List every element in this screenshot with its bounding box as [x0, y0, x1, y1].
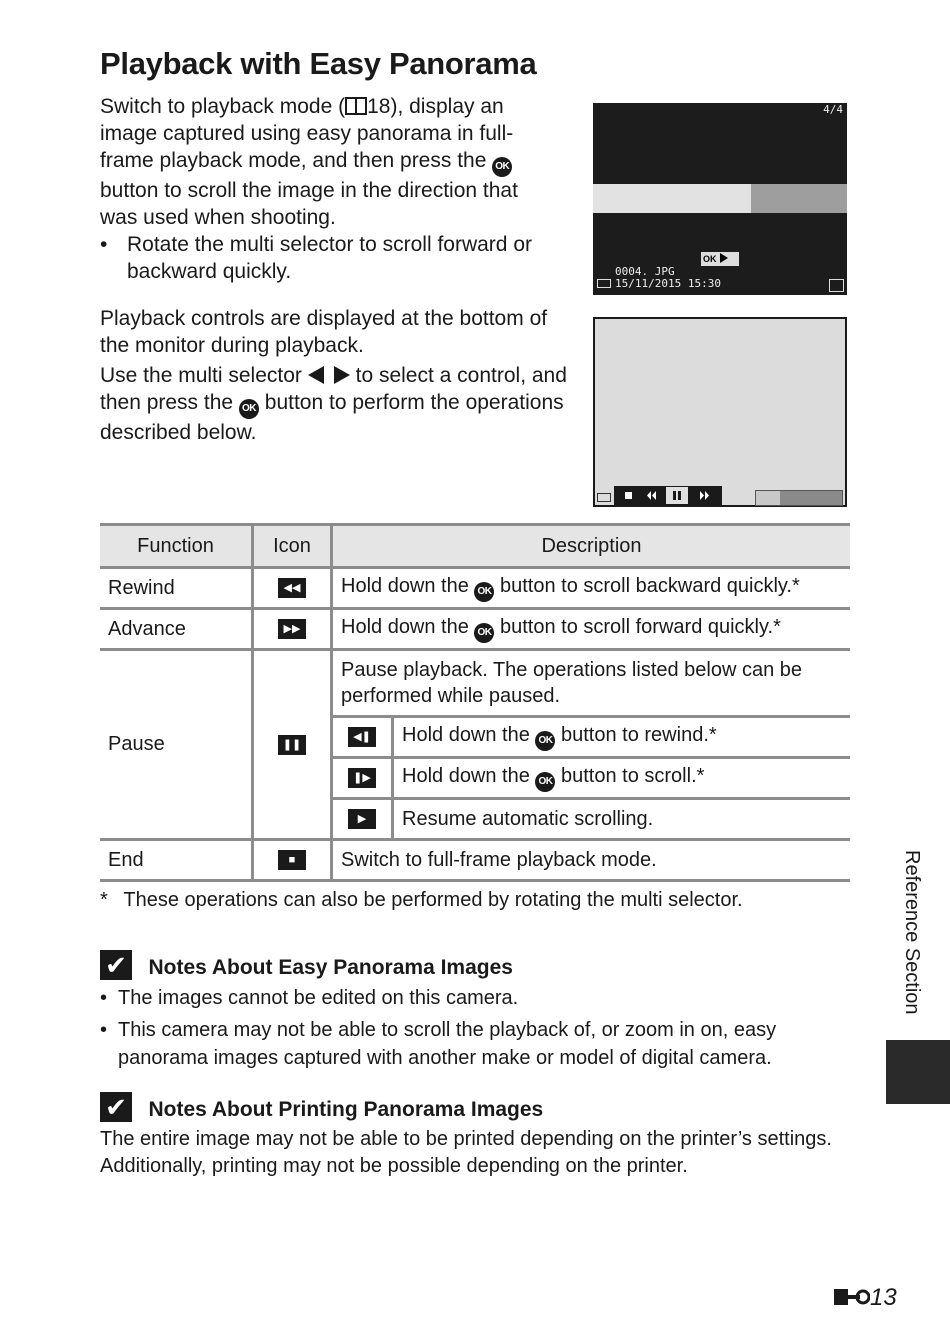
intro-p1-b: ), display an image captured using easy panorama in full-frame playback mode, and then press the	[100, 95, 514, 172]
file-info	[615, 266, 721, 290]
ok-button-icon: OK	[535, 731, 555, 751]
function-rewind: Rewind	[100, 568, 253, 609]
intro-p1-a: Switch to playback mode (	[100, 95, 346, 118]
playback-screen-controls	[593, 317, 847, 507]
note-easy-panorama	[100, 950, 850, 1072]
page-number-text: 13	[870, 1284, 897, 1311]
table-row-advance	[100, 609, 850, 650]
desc-rewind-b: button to scroll backward quickly.*	[500, 574, 800, 597]
pause-sub-row	[333, 718, 850, 758]
panorama-strip-shade	[751, 184, 847, 213]
note2-text: The entire image may not be able to be printed depending on the printer’s settings. Additionally, printing may not be possible depending on the printer.	[100, 1128, 832, 1177]
check-icon: ✔	[100, 950, 132, 980]
ok-button-icon: OK	[535, 772, 555, 792]
intro-p3-a: Use the multi selector	[100, 364, 302, 387]
pause-sub-desc	[393, 758, 851, 799]
pause-sub-desc	[393, 718, 851, 758]
multi-selector-left-right-icon	[308, 366, 350, 384]
sub-desc-a: Hold down the	[402, 764, 530, 787]
reference-section-icon	[834, 1287, 870, 1307]
book-icon	[345, 97, 367, 115]
header-function: Function	[100, 525, 253, 568]
battery-icon	[597, 493, 611, 502]
function-pause: Pause	[100, 650, 253, 840]
battery-icon	[597, 279, 611, 288]
end-icon: ■	[278, 850, 306, 870]
header-description: Description	[332, 525, 851, 568]
panorama-strip	[593, 184, 847, 213]
intro-p1-c: button to scroll the image in the direction that was used when shooting.	[100, 179, 518, 229]
ok-button-icon: OK	[239, 399, 259, 419]
intro-bullet: • Rotate the multi selector to scroll forward or backward quickly.	[100, 231, 560, 285]
scroll-position-indicator	[756, 491, 780, 505]
desc-advance-b: button to scroll forward quickly.*	[500, 615, 781, 638]
playback-controls-table	[100, 523, 850, 882]
desc-pause	[332, 650, 851, 840]
intro-p3	[100, 362, 570, 446]
intro-p2: Playback controls are displayed at the bottom of the monitor during playback.	[100, 307, 548, 357]
file-datetime: 15/11/2015 15:30	[615, 277, 721, 290]
play-icon: ▶	[348, 809, 376, 829]
function-advance: Advance	[100, 609, 253, 650]
note-printing-panorama	[100, 1092, 860, 1180]
ok-button-icon: OK	[474, 623, 494, 643]
sub-desc-a: Resume automatic scrolling.	[402, 807, 654, 830]
table-row-pause	[100, 650, 850, 840]
ok-button-icon: OK	[492, 157, 512, 177]
pause-sub-table	[333, 718, 850, 838]
advance-icon: ▶▶	[278, 619, 306, 639]
function-end: End	[100, 840, 253, 881]
pause-sub-desc	[393, 799, 851, 839]
desc-pause-text: Pause playback. The operations listed below can be performed while paused.	[333, 651, 850, 718]
intro-text	[100, 93, 560, 285]
pause-sub-row	[333, 758, 850, 799]
side-section-label: Reference Section	[901, 850, 923, 1015]
rewind-icon: ◀◀	[278, 578, 306, 598]
note1-item: • This camera may not be able to scroll the playback of, or zoom in on, easy panorama images captured with another make or model of digital camera.	[100, 1016, 850, 1072]
frame-rewind-icon: ◀❚	[348, 727, 376, 747]
file-name: 0004. JPG	[615, 265, 675, 278]
intro-p3-c: button to perform the operations described below.	[100, 391, 564, 444]
play-icon	[719, 253, 729, 263]
table-row-end	[100, 840, 850, 881]
page-title: Playback with Easy Panorama	[100, 46, 537, 81]
desc-advance-a: Hold down the	[341, 615, 469, 638]
ok-button-icon: OK	[474, 582, 494, 602]
sub-desc-b: button to rewind.*	[561, 723, 717, 746]
frame-counter: 4/4	[823, 103, 843, 116]
pause-icon: ❚❚	[278, 735, 306, 755]
intro-p3-b: to select a control, and then press the	[100, 364, 567, 414]
footnote-mark: *	[100, 889, 108, 911]
table-row-rewind	[100, 568, 850, 609]
panorama-icon	[829, 279, 844, 292]
pause-sub-row	[333, 799, 850, 839]
desc-advance	[332, 609, 851, 650]
scroll-position-bar	[755, 490, 843, 506]
desc-rewind-a: Hold down the	[341, 574, 469, 597]
footnote-text: These operations can also be performed by rotating the multi selector.	[123, 889, 743, 911]
desc-end: Switch to full-frame playback mode.	[332, 840, 851, 881]
note1-heading: Notes About Easy Panorama Images	[148, 956, 513, 979]
frame-advance-icon: ❚▶	[348, 768, 376, 788]
desc-rewind	[332, 568, 851, 609]
section-tab-marker	[886, 1040, 950, 1104]
page-number	[834, 1284, 897, 1312]
sub-desc-a: Hold down the	[402, 723, 530, 746]
note1-item: • The images cannot be edited on this camera.	[100, 984, 850, 1012]
check-icon: ✔	[100, 1092, 132, 1122]
intro-p1-ref: 18	[367, 95, 391, 118]
header-icon: Icon	[253, 525, 332, 568]
ok-hint-text: OK	[703, 254, 717, 264]
footnote	[100, 889, 743, 912]
playback-screen-full-frame	[593, 103, 847, 295]
note2-heading: Notes About Printing Panorama Images	[148, 1098, 544, 1121]
ok-play-hint	[701, 252, 739, 266]
sub-desc-b: button to scroll.*	[561, 764, 705, 787]
playback-controls-bar	[614, 486, 722, 505]
playback-controls-icons	[614, 486, 722, 505]
